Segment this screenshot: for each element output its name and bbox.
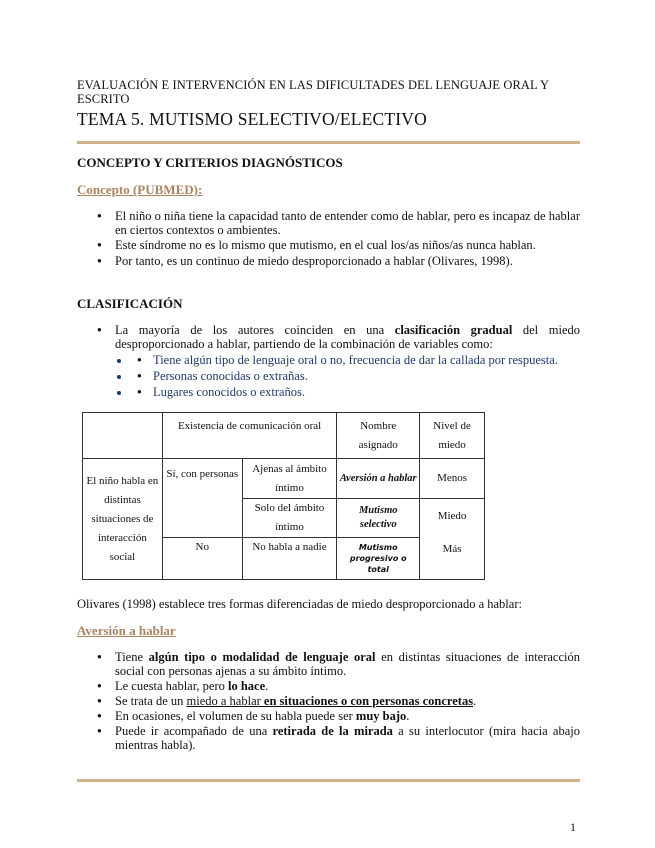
list-item: ● La mayoría de los autores coinciden en una clasificación gradual del miedo desproporcionado a hablar, partiendo de la combinación de variables como:: [77, 323, 580, 351]
cell-nadie: No habla a nadie: [242, 538, 337, 580]
col-header-existencia: Existencia de comunicación oral: [162, 413, 336, 459]
list-item: ● Tiene algún tipo o modalidad de lenguaje oral en distintas situaciones de interacción social con personas ajenas a su ámbito íntimo.: [77, 650, 580, 678]
section-heading-clasificacion: CLASIFICACIÓN: [77, 296, 183, 311]
nivel-miedo: Miedo: [437, 510, 467, 522]
subheading-aversion: Aversión a hablar: [77, 623, 176, 638]
list-item: ● • Lugares conocidos o extraños.: [131, 384, 580, 400]
cell-mutismo-progresivo: Mutismo progresivo o total: [337, 538, 420, 580]
cell-no: No: [162, 538, 242, 580]
divider: [77, 779, 580, 782]
section-heading-concepto: CONCEPTO Y CRITERIOS DIAGNÓSTICOS: [77, 155, 343, 170]
cell-mutismo-selectivo: Mutismo selectivo: [337, 499, 420, 538]
empty-cell: [83, 413, 163, 459]
cell-si: Sí, con personas: [162, 459, 242, 538]
col-header-nombre: Nombre asignado: [337, 413, 420, 459]
variables-list: [131, 352, 580, 400]
list-item: ● Le cuesta hablar, pero lo hace.: [77, 679, 580, 693]
list-item: ● Por tanto, es un continuo de miedo desproporcionado a hablar (Olivares, 1998).: [77, 254, 580, 268]
cell-aversion: Aversión a hablar: [337, 459, 420, 499]
cell-menos: Menos: [420, 459, 485, 499]
cell-ajenas: Ajenas al ámbito íntimo: [242, 459, 337, 499]
list-item: ● Puede ir acompañado de una retirada de la mirada a su interlocutor (mira hacia abajo mientras habla).: [77, 724, 580, 752]
divider: [77, 141, 580, 144]
page-title: TEMA 5. MUTISMO SELECTIVO/ELECTIVO: [77, 109, 427, 129]
list-item: ● En ocasiones, el volumen de su habla puede ser muy bajo.: [77, 709, 580, 723]
col-header-nivel: Nivel de miedo: [420, 413, 485, 459]
subheading-concepto: Concepto (PUBMED):: [77, 182, 203, 197]
list-item: ● • Tiene algún tipo de lenguaje oral o no, frecuencia de dar la callada por respuesta.: [131, 352, 580, 368]
list-item: ● El niño o niña tiene la capacidad tanto de entender como de hablar, pero es incapaz de hablar en ciertos contextos o ambientes.: [77, 209, 580, 237]
nivel-mas: Más: [442, 543, 462, 555]
clasificacion-list: [77, 323, 580, 351]
page-number: 1: [570, 820, 576, 834]
row-label: El niño habla en distintas situaciones de interacción social: [83, 459, 163, 580]
list-item: ● Se trata de un miedo a hablar en situaciones o con personas concretas.: [77, 694, 580, 708]
list-item: ● • Personas conocidas o extrañas.: [131, 368, 580, 384]
concepto-list: [77, 209, 580, 268]
document-subtitle: EVALUACIÓN E INTERVENCIÓN EN LAS DIFICULTADES DEL LENGUAJE ORAL Y ESCRITO: [77, 78, 549, 106]
list-item: ● Este síndrome no es lo mismo que mutismo, en el cual los/as niños/as nunca hablan.: [77, 238, 580, 252]
cell-solo: Solo del ámbito íntimo: [242, 499, 337, 538]
olivares-paragraph: Olivares (1998) establece tres formas diferenciadas de miedo desproporcionado a hablar:: [77, 597, 522, 611]
cell-nivel: [420, 499, 485, 580]
aversion-list: [77, 650, 580, 752]
classification-table: [82, 412, 485, 580]
